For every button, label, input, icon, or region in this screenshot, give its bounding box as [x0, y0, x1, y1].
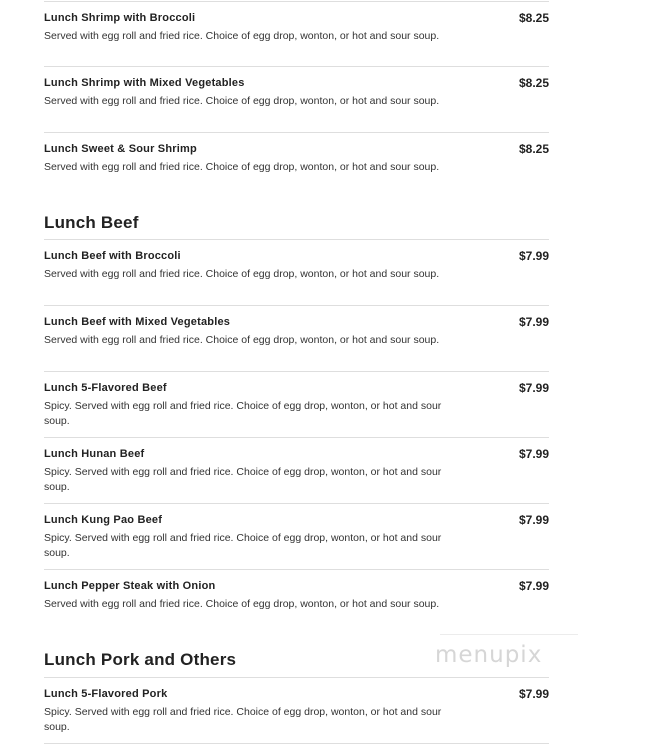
menu-item [44, 678, 549, 744]
menu-item [44, 67, 549, 133]
section-title: Lunch Beef [44, 213, 139, 232]
watermark-logo: menupix [435, 642, 543, 668]
item-description: Served with egg roll and fried rice. Choice of egg drop, wonton, or hot and sour soup. [44, 161, 440, 173]
item-price: $7.99 [518, 687, 549, 701]
item-description: Spicy. Served with egg roll and fried rice. Choice of egg drop, wonton, or hot and sour soup. [44, 706, 442, 733]
item-price: $7.99 [518, 513, 549, 527]
item-description: Served with egg roll and fried rice. Choice of egg drop, wonton, or hot and sour soup. [44, 30, 440, 42]
item-price: $8.25 [518, 142, 549, 156]
item-price: $7.99 [518, 381, 549, 395]
item-description: Served with egg roll and fried rice. Choice of egg drop, wonton, or hot and sour soup. [44, 334, 440, 346]
item-name: Lunch Kung Pao Beef [44, 514, 163, 526]
item-description: Served with egg roll and fried rice. Choice of egg drop, wonton, or hot and sour soup. [44, 268, 440, 280]
menu-item [44, 372, 549, 438]
menu-item [44, 240, 549, 306]
item-description: Served with egg roll and fried rice. Choice of egg drop, wonton, or hot and sour soup. [44, 598, 440, 610]
item-description: Served with egg roll and fried rice. Choice of egg drop, wonton, or hot and sour soup. [44, 95, 440, 107]
item-name: Lunch Sweet & Sour Shrimp [44, 143, 197, 155]
menu-item [44, 438, 549, 504]
item-description: Spicy. Served with egg roll and fried rice. Choice of egg drop, wonton, or hot and sour soup. [44, 466, 442, 493]
item-name: Lunch 5-Flavored Pork [44, 688, 168, 700]
menu-list [44, 0, 549, 744]
menu-item [44, 570, 549, 626]
item-name: Lunch Hunan Beef [44, 448, 145, 460]
item-price: $8.25 [518, 76, 549, 90]
item-name: Lunch Shrimp with Mixed Vegetables [44, 77, 245, 89]
item-price: $7.99 [518, 447, 549, 461]
menu-item [44, 2, 549, 67]
item-name: Lunch Pepper Steak with Onion [44, 580, 216, 592]
item-price: $7.99 [518, 315, 549, 329]
section-header [44, 189, 549, 240]
item-price: $7.99 [518, 249, 549, 263]
item-price: $8.25 [518, 11, 549, 25]
item-description: Spicy. Served with egg roll and fried rice. Choice of egg drop, wonton, or hot and sour soup. [44, 400, 442, 427]
item-name: Lunch 5-Flavored Beef [44, 382, 167, 394]
item-price: $7.99 [518, 579, 549, 593]
menu-item [44, 306, 549, 372]
item-name: Lunch Beef with Mixed Vegetables [44, 316, 231, 328]
watermark-rule [440, 634, 578, 635]
menu-item [44, 133, 549, 189]
item-name: Lunch Beef with Broccoli [44, 250, 181, 262]
section-title: Lunch Pork and Others [44, 650, 237, 669]
item-description: Spicy. Served with egg roll and fried rice. Choice of egg drop, wonton, or hot and sour soup. [44, 532, 442, 559]
menu-item [44, 504, 549, 570]
item-name: Lunch Shrimp with Broccoli [44, 12, 196, 24]
